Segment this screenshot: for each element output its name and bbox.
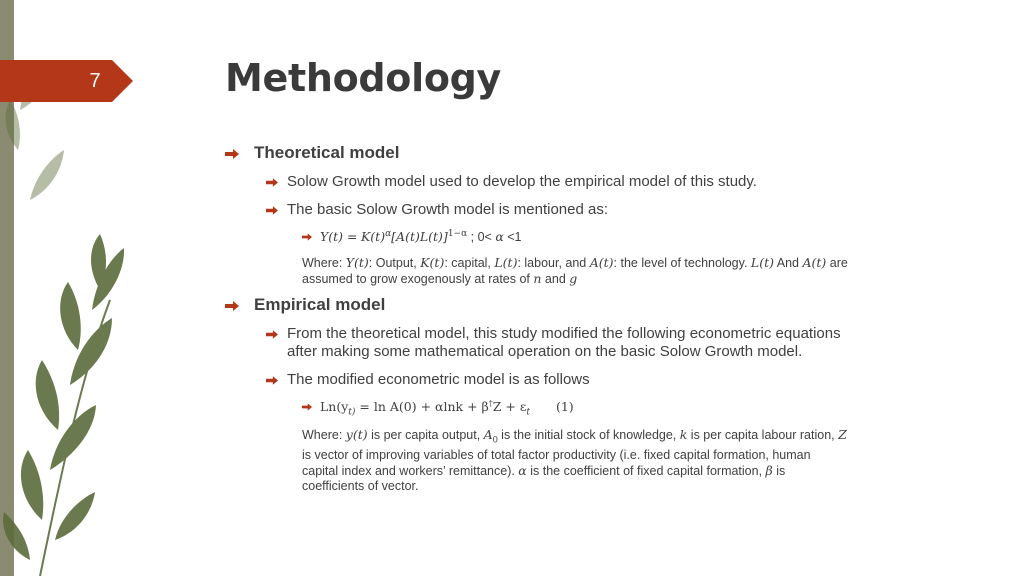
list-item [225, 143, 399, 163]
bullet-text: The modified econometric model is as follows [287, 371, 590, 388]
note-text: capital index and workers’ remittance). [302, 463, 519, 478]
equation-item [302, 399, 574, 418]
note-text: : Output, [368, 256, 421, 270]
equation-alpha-exponent: α [385, 229, 392, 239]
note-text: is the coefficient of fixed capital formation, [526, 463, 766, 478]
note-line [302, 255, 848, 271]
note-text: is per capita labour ration, [687, 428, 839, 442]
note-text: : labour, and [517, 256, 590, 270]
solow-equation [320, 229, 522, 244]
note-text: assumed to grow exogenously at rates of [302, 272, 534, 286]
note-math: L(t) [750, 255, 774, 270]
list-item [266, 325, 841, 361]
equation-superscript: † [488, 399, 493, 408]
equation-condition-alpha: α [495, 229, 504, 245]
note-math: g [569, 271, 578, 286]
equation-item [302, 229, 522, 244]
note-math: K(t) [420, 255, 445, 270]
note-text: is per capita output, [367, 428, 484, 442]
note-math: Z [838, 427, 847, 442]
arrow-bullet-icon [225, 149, 239, 159]
equation-lhs: Y(t) = [320, 229, 358, 245]
equation-condition: ; 0< [467, 230, 496, 245]
equation-capital: K(t) [360, 229, 386, 245]
page-title: Methodology [225, 56, 502, 100]
list-item [266, 371, 590, 389]
note-line [302, 463, 847, 479]
equation-text: Z + ε [492, 399, 527, 415]
arrow-bullet-icon [225, 301, 239, 311]
note-text: : the level of technology. [613, 256, 751, 270]
list-item [225, 295, 385, 315]
note-math: A [483, 427, 493, 442]
note-line: coefficients of vector. [302, 478, 419, 493]
note-math: Y(t) [345, 255, 369, 270]
list-item [266, 201, 608, 219]
note-line: is vector of improving variables of total factor productivity (i.e. fixed capital formation, human [302, 447, 811, 462]
equation-text: Ln(y [320, 399, 349, 415]
note-math: β [765, 462, 773, 478]
bullet-text: The basic Solow Growth model is mentioned as: [287, 201, 608, 218]
note-math: A(t) [589, 255, 614, 270]
arrow-bullet-icon [266, 206, 278, 215]
arrow-bullet-icon [302, 403, 312, 411]
theoretical-note [302, 255, 848, 287]
equation-subscript: t [526, 407, 530, 418]
note-math: α [518, 462, 527, 478]
note-math: y(t) [345, 427, 368, 442]
note-math: k [679, 427, 688, 442]
bullet-text: Solow Growth model used to develop the empirical model of this study. [287, 173, 757, 190]
note-text: and [541, 272, 570, 286]
bullet-text: From the theoretical model, this study modified the following econometric equations [287, 325, 841, 342]
arrow-bullet-icon [266, 330, 278, 339]
equation-number: (1) [555, 399, 574, 415]
equation-text: = ln A(0) + αlnk + β [355, 399, 489, 415]
arrow-bullet-icon [266, 376, 278, 385]
note-text: is the initial stock of knowledge, [497, 428, 680, 442]
equation-subscript: t) [348, 407, 356, 418]
equation-bracket: [A(t)L(t)] [391, 229, 448, 245]
note-text: are [826, 256, 848, 270]
note-text: is [772, 463, 786, 478]
note-text: Where: [302, 428, 346, 442]
section-heading-empirical: Empirical model [254, 295, 386, 314]
econometric-equation [320, 399, 574, 418]
section-heading-theoretical: Theoretical model [254, 143, 400, 162]
note-line [302, 271, 848, 287]
note-line [302, 427, 847, 448]
note-math: n [533, 271, 542, 286]
note-text: : capital, [444, 256, 495, 270]
arrow-bullet-icon [302, 233, 312, 241]
note-math-sub: 0 [492, 434, 498, 445]
equation-condition-end: <1 [503, 230, 522, 245]
note-math: L(t) [494, 255, 518, 270]
note-text: Where: [302, 256, 346, 270]
slide-number: 7 [89, 70, 101, 92]
note-text: And [773, 256, 803, 270]
equation-exponent: 1−α [447, 229, 468, 239]
list-item [266, 173, 757, 191]
bullet-text: after making some mathematical operation on the basic Solow Growth model. [287, 343, 803, 360]
empirical-note [302, 427, 847, 494]
arrow-bullet-icon [266, 178, 278, 187]
note-math: A(t) [802, 255, 827, 270]
